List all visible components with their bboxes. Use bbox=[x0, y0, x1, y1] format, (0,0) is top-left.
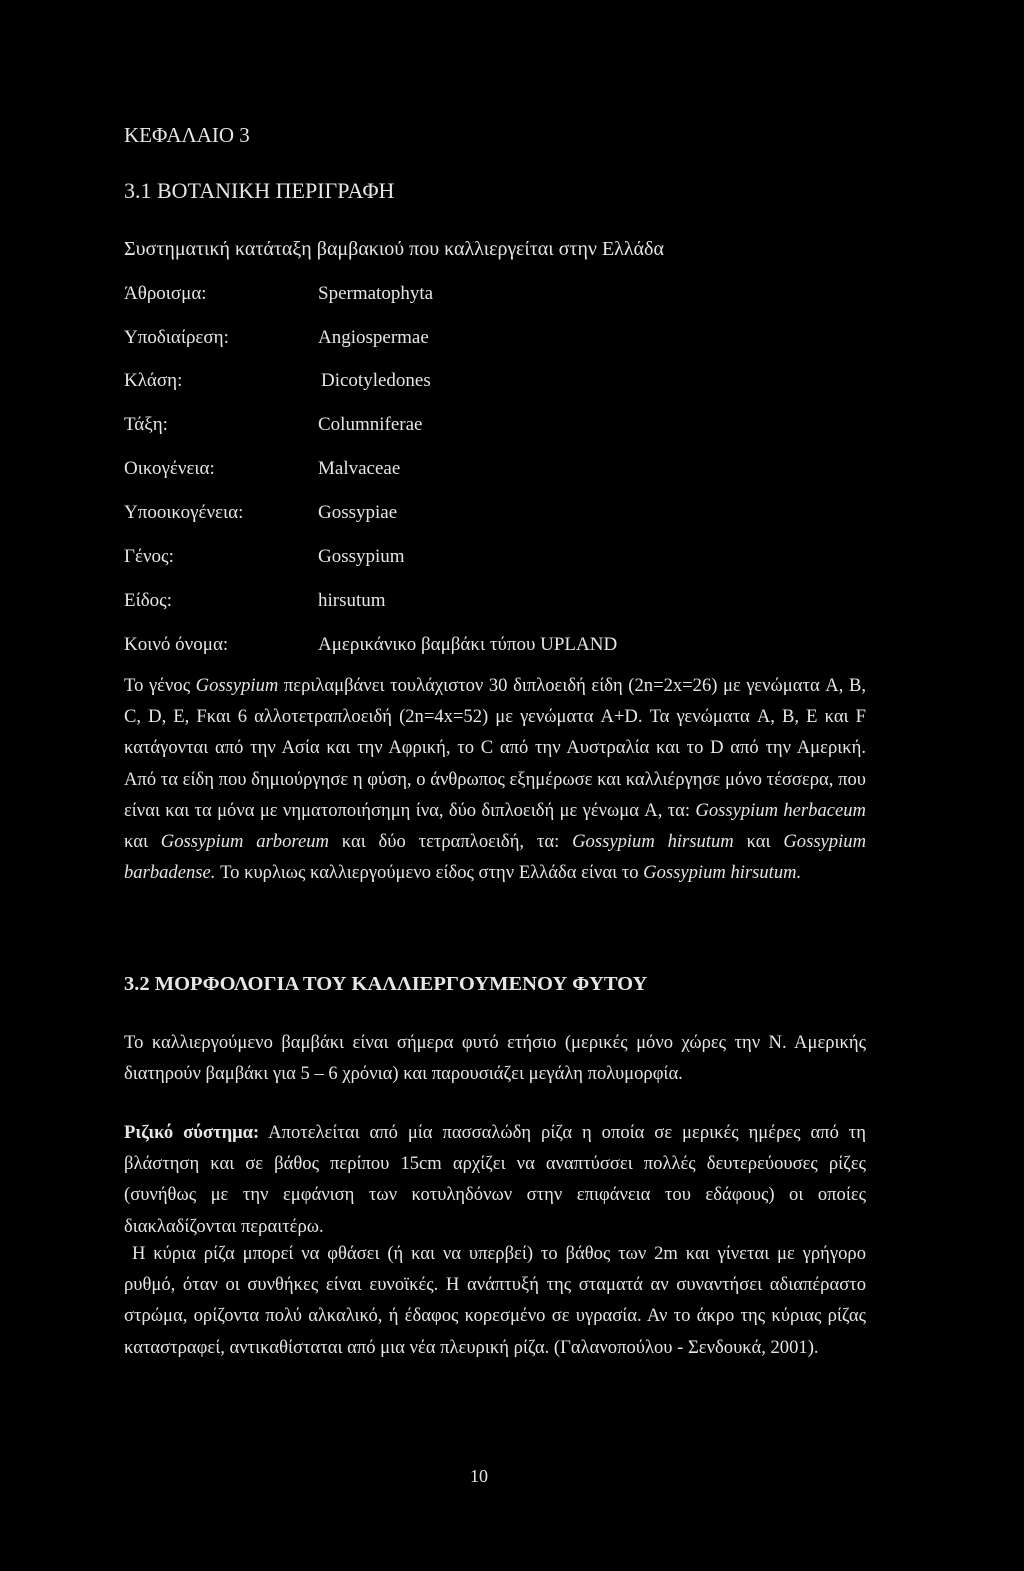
taxonomy-value: hirsutum bbox=[318, 590, 386, 611]
taxonomy-label: Γένος: bbox=[124, 546, 174, 567]
root-system-term: Ριζικό σύστημα: bbox=[124, 1122, 260, 1143]
paragraph-main-root: Η κύρια ρίζα μπορεί να φθάσει (ή και να υπερβεί) το βάθος των 2m και γίνεται με γρήγορο ρυθμό, όταν οι συνθήκες είναι ευνοϊκές. Η ανάπτυξή της σταματά αν συναντήσει αδιαπέραστο στρώμα, ορίζοντα πολύ αλκαλικό, ή έδαφος κορεσμένο σε υγρασία. Αν το άκρο της κύριας ρίζας καταστραφεί, αντικαθίσταται από μια νέα πλευρική ρίζα. (Γαλανοπούλου - Σενδουκά, 2001). bbox=[124, 1243, 866, 1358]
taxonomy-label: Κλάση: bbox=[124, 370, 183, 391]
taxonomy-value: Malvaceae bbox=[318, 458, 401, 479]
section-heading-morphology: 3.2 ΜΟΡΦΟΛΟΓΙΑ ΤΟΥ ΚΑΛΛΙΕΡΓΟΥΜΕΝΟΥ ΦΥΤΟΥ bbox=[124, 973, 648, 995]
taxonomy-label: Υποοικογένεια: bbox=[124, 502, 244, 523]
taxonomy-label: Τάξη: bbox=[124, 414, 168, 435]
paragraph-root-system: Ριζικό σύστημα: Αποτελείται από μία πασσαλώδη ρίζα η οποία σε μερικές ημέρες από τη βλάστηση και σε βάθος περίπου 15cm αρχίζει να αναπτύσσει πολλές δευτερεύουσες ρίζες (συνήθως με την εμφάνιση των κοτυληδόνων στην επιφάνεια του εδάφους) οι οποίες διακλαδίζονται περαιτέρω. bbox=[124, 1122, 866, 1237]
taxonomy-value: Dicotyledones bbox=[321, 370, 431, 391]
taxonomy-label: Οικογένεια: bbox=[124, 458, 215, 479]
taxonomy-title: Συστηματική κατάταξη βαμβακιού που καλλιεργείται στην Ελλάδα bbox=[124, 238, 664, 260]
taxonomy-value: Gossypiae bbox=[318, 502, 398, 523]
taxonomy-label: Κοινό όνομα: bbox=[124, 634, 229, 655]
taxonomy-value: Αμερικάνικο βαμβάκι τύπου UPLAND bbox=[318, 634, 618, 655]
chapter-heading: ΚΕΦΑΛΑΙΟ 3 bbox=[124, 123, 250, 147]
paragraph-annual-plant: Το καλλιεργούμενο βαμβάκι είναι σήμερα φυτό ετήσιο (μερικές μόνο χώρες την Ν. Αμερικής διατηρούν βαμβάκι για 5 – 6 χρόνια) και παρουσιάζει μεγάλη πολυμορφία. bbox=[124, 1032, 866, 1085]
section-heading-botanical: 3.1 ΒΟΤΑΝΙΚΗ ΠΕΡΙΓΡΑΦΗ bbox=[124, 178, 395, 203]
paragraph-gossypium-genus: Το γένος Gossypium περιλαμβάνει τουλάχιστον 30 διπλοειδή είδη (2n=2x=26) με γενώματα A, B, C, D, E, Fκαι 6 αλλοτετραπλοειδή (2n=4x=52) με γενώματα A+D. Τα γενώματα A, B, E και F κατάγονται από την Ασία και την Αφρική, το C από την Αυστραλία και το D από την Αμερική. Από τα είδη που δημιούργησε η φύση, ο άνθρωπος εξημέρωσε και καλλιέργησε μόνο τέσσερα, που είναι και τα μόνα με νηματοποιήσημη ίνα, δύο διπλοειδή με γένωμα A, τα: Gossypium herbaceum και Gossypium arboreum και δύο τετραπλοειδή, τα: Gossypium hirsutum και Gossypium barbadense. Το κυρλιως καλλιεργούμενο είδος στην Ελλάδα είναι το Gossypium hirsutum. bbox=[124, 675, 866, 884]
taxonomy-label: Είδος: bbox=[124, 590, 172, 611]
taxonomy-value: Columniferae bbox=[318, 414, 423, 435]
taxonomy-value: Angiospermae bbox=[318, 327, 429, 348]
taxonomy-value: Spermatophyta bbox=[318, 283, 434, 304]
taxonomy-label: Άθροισμα: bbox=[124, 283, 207, 304]
taxonomy-value: Gossypium bbox=[318, 546, 405, 567]
page-number: 10 bbox=[470, 1466, 488, 1486]
taxonomy-label: Υποδιαίρεση: bbox=[124, 327, 229, 348]
